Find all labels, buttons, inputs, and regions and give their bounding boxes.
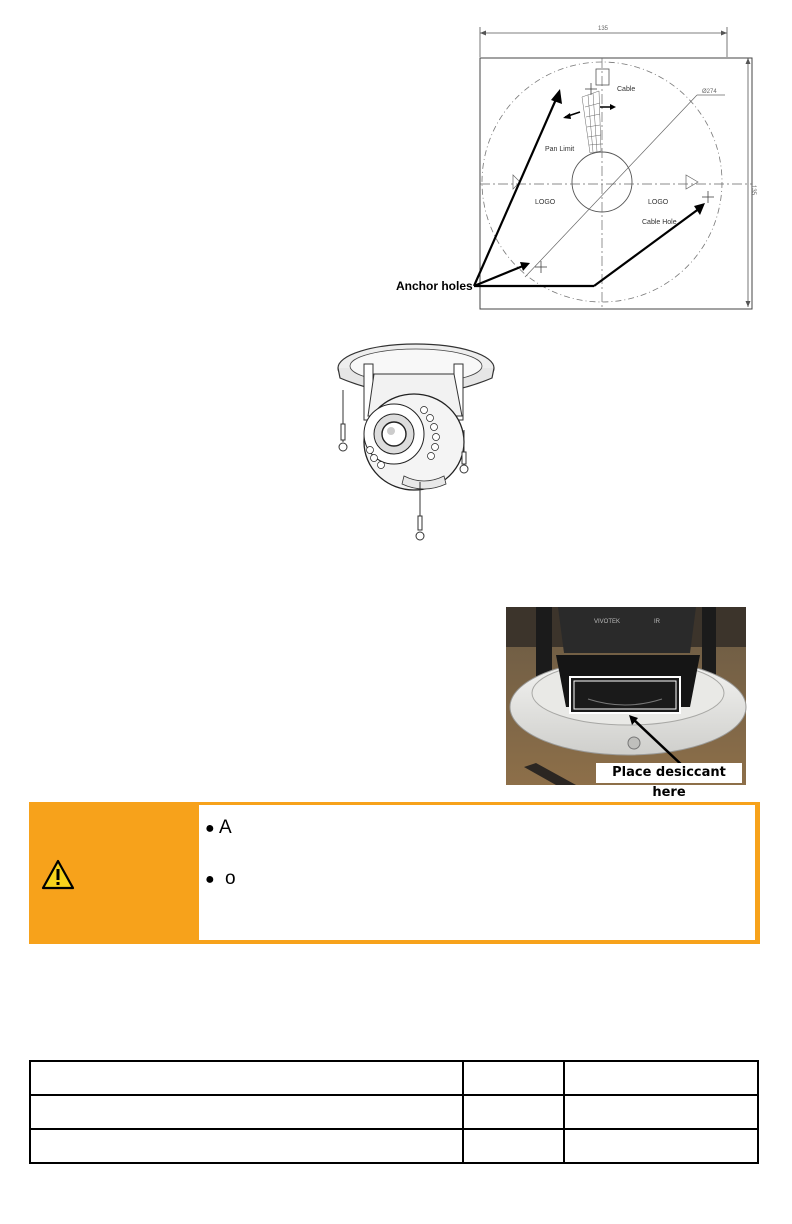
photo-brand-left: VIVOTEK bbox=[594, 619, 621, 625]
bullet-dot: ● bbox=[205, 871, 215, 888]
warning-box bbox=[29, 802, 760, 944]
table-cell bbox=[30, 1129, 463, 1163]
bullet-dot: ● bbox=[205, 820, 215, 837]
logo-left-label: LOGO bbox=[535, 199, 556, 206]
anchor-arrows bbox=[474, 97, 700, 286]
table-cell bbox=[463, 1095, 564, 1129]
photo-brand-right: IR bbox=[654, 619, 660, 625]
diameter-label: Ø274 bbox=[702, 89, 717, 95]
warning-bullet bbox=[205, 817, 232, 840]
warning-bullet bbox=[205, 868, 236, 891]
anchor-hole-marks bbox=[535, 83, 714, 273]
table-cell bbox=[30, 1061, 463, 1095]
table-cell bbox=[564, 1095, 758, 1129]
cable-hole-label: Cable Hole bbox=[642, 219, 677, 226]
spec-table bbox=[29, 1060, 759, 1164]
cable-label: Cable bbox=[617, 86, 636, 93]
warning-bullet-text: A bbox=[219, 817, 232, 838]
anchor-holes-label: Anchor holes bbox=[396, 279, 473, 293]
logo-right-label: LOGO bbox=[648, 199, 669, 206]
mounting-template-diagram bbox=[380, 15, 780, 315]
warning-bullet-text: o bbox=[225, 868, 236, 889]
desiccant-callout-label: Place desiccant here bbox=[596, 763, 742, 783]
table-cell bbox=[564, 1061, 758, 1095]
width-dimension-label: 135 bbox=[597, 26, 609, 32]
table-row bbox=[30, 1095, 758, 1129]
table-row bbox=[30, 1129, 758, 1163]
dome-camera-illustration bbox=[334, 326, 496, 548]
desiccant-placement-photo bbox=[506, 607, 746, 800]
warning-content bbox=[199, 805, 755, 940]
table-cell bbox=[463, 1061, 564, 1095]
warning-triangle-icon bbox=[41, 859, 75, 891]
table-cell bbox=[30, 1095, 463, 1129]
camera-interior-photo bbox=[506, 607, 746, 785]
height-dimension-label: 135 bbox=[750, 185, 756, 196]
table-cell bbox=[564, 1129, 758, 1163]
pan-limit-label: Pan Limit bbox=[545, 146, 575, 153]
pan-limit-grid bbox=[582, 91, 601, 153]
table-cell bbox=[463, 1129, 564, 1163]
table-row bbox=[30, 1061, 758, 1095]
